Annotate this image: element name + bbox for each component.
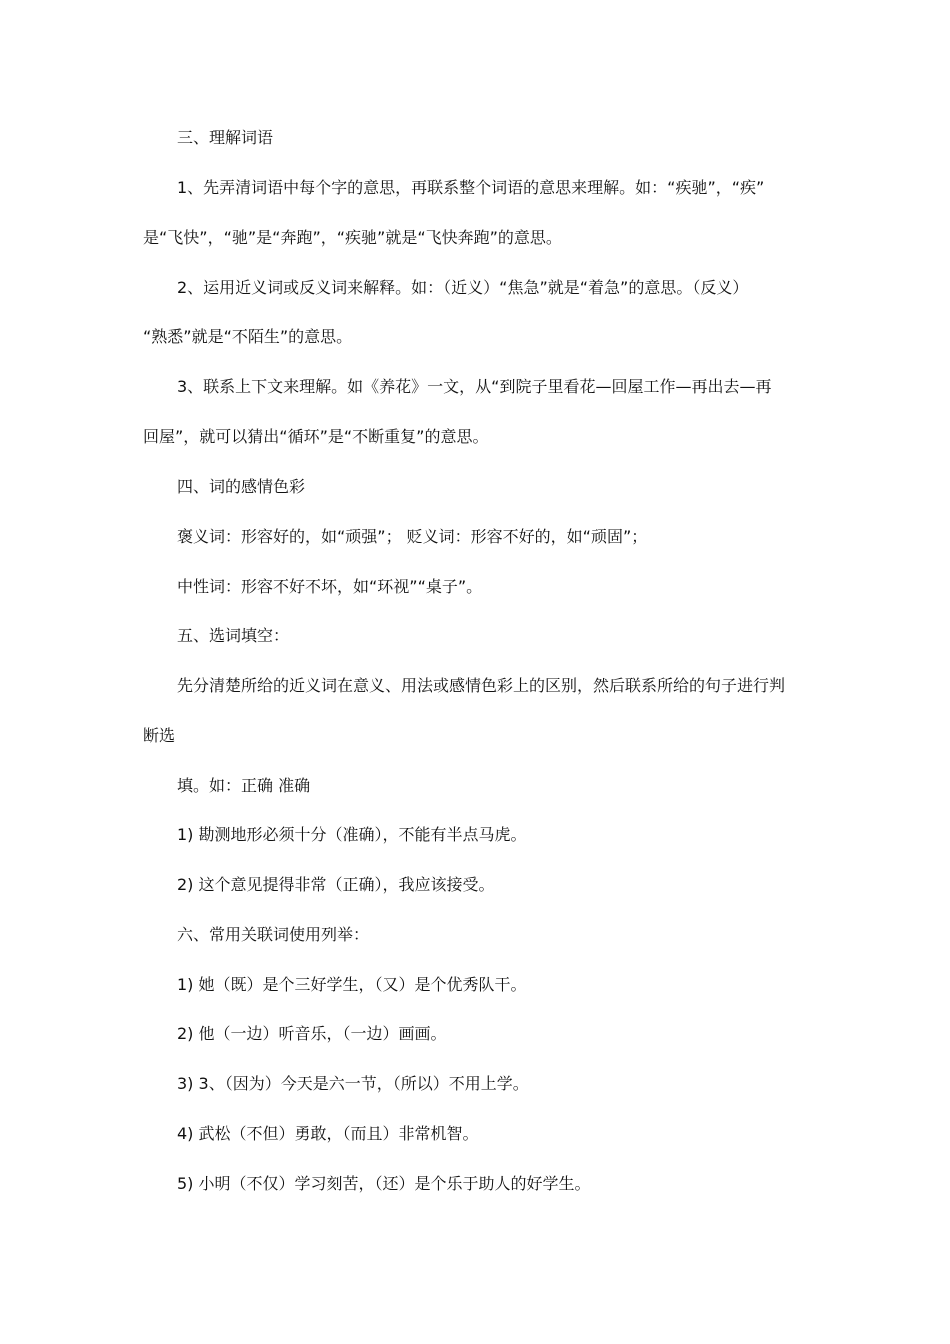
paragraph-line: 填。如：正确 准确	[177, 776, 311, 795]
paragraph-line: 褒义词：形容好的，如“顽强”； 贬义词：形容不好的，如“顽固”；	[177, 527, 648, 546]
paragraph-line: 2、运用近义词或反义词来解释。如：（近义）“焦急”就是“着急”的意思。（反义）	[177, 278, 749, 297]
section-heading: 三、理解词语	[177, 128, 274, 147]
list-item: 1) 她（既）是个三好学生，（又）是个优秀队干。	[177, 975, 527, 994]
paragraph-line: 中性词：形容不好不坏，如“环视”“桌子”。	[177, 577, 483, 596]
list-item: 2) 他（一边）听音乐，（一边）画画。	[177, 1024, 447, 1043]
section-heading: 五、选词填空：	[177, 626, 290, 645]
paragraph-line: 断选	[143, 726, 176, 745]
list-item: 2) 这个意见提得非常（正确），我应该接受。	[177, 875, 495, 894]
paragraph-line: “熟悉”就是“不陌生”的意思。	[143, 327, 353, 346]
paragraph-line: 3、联系上下文来理解。如《养花》一文，从“到院子里看花—回屋工作—再出去—再	[177, 377, 772, 396]
list-item: 1) 勘测地形必须十分（准确），不能有半点马虎。	[177, 825, 527, 844]
paragraph-line: 1、先弄清词语中每个字的意思，再联系整个词语的意思来理解。如：“疾驰”，“疾”	[177, 178, 765, 197]
paragraph-line: 是“飞快”，“驰”是“奔跑”，“疾驰”就是“飞快奔跑”的意思。	[143, 228, 562, 247]
section-heading: 六、常用关联词使用列举：	[177, 925, 370, 944]
list-item: 4) 武松（不但）勇敢，（而且）非常机智。	[177, 1124, 479, 1143]
section-heading: 四、词的感情色彩	[177, 477, 306, 496]
list-item: 3) 3、（因为）今天是六一节，（所以）不用上学。	[177, 1074, 529, 1093]
list-item: 5) 小明（不仅）学习刻苦，（还）是个乐于助人的好学生。	[177, 1174, 591, 1193]
paragraph-line: 先分清楚所给的近义词在意义、用法或感情色彩上的区别，然后联系所给的句子进行判	[177, 676, 786, 695]
paragraph-line: 回屋”，就可以猜出“循环”是“不断重复”的意思。	[143, 427, 489, 446]
